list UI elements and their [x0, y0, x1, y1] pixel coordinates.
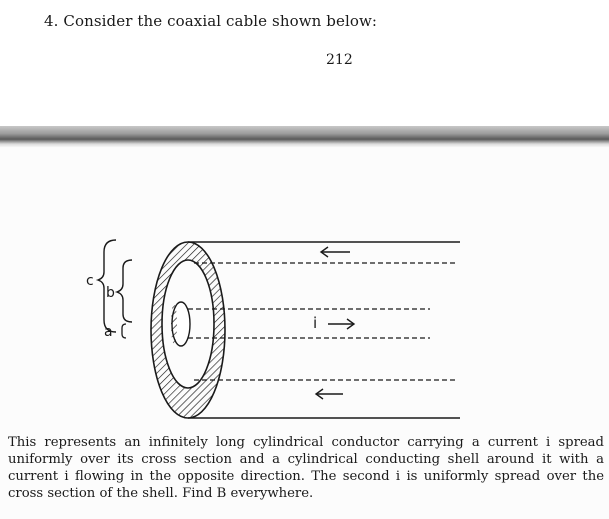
bracket-b: [117, 260, 132, 322]
page-top: [0, 0, 609, 128]
problem-caption: This represents an infinitely long cylindrical conductor carrying a current i spread uniformly over its cross section and a cylindrical conducting shell around it with a current i flowing in the opposite direction. The second i is uniformly spread over the cross section of the shell. Find B everywhere.: [8, 435, 604, 501]
inner-conductor-hatch: [171, 304, 177, 344]
page-divider: [0, 126, 609, 148]
page-number: 212: [326, 52, 353, 68]
arrow-left-top-icon: [321, 247, 350, 257]
current-label: i: [313, 314, 318, 332]
coaxial-cable-diagram: [60, 222, 480, 422]
label-c: c: [86, 273, 94, 289]
arrow-right-center-icon: [328, 319, 354, 329]
problem-heading: 4. Consider the coaxial cable shown below:: [44, 12, 378, 30]
label-a: a: [104, 324, 113, 340]
bracket-a: [122, 324, 126, 338]
label-b: b: [106, 285, 115, 301]
arrow-left-bottom-icon: [316, 389, 343, 399]
